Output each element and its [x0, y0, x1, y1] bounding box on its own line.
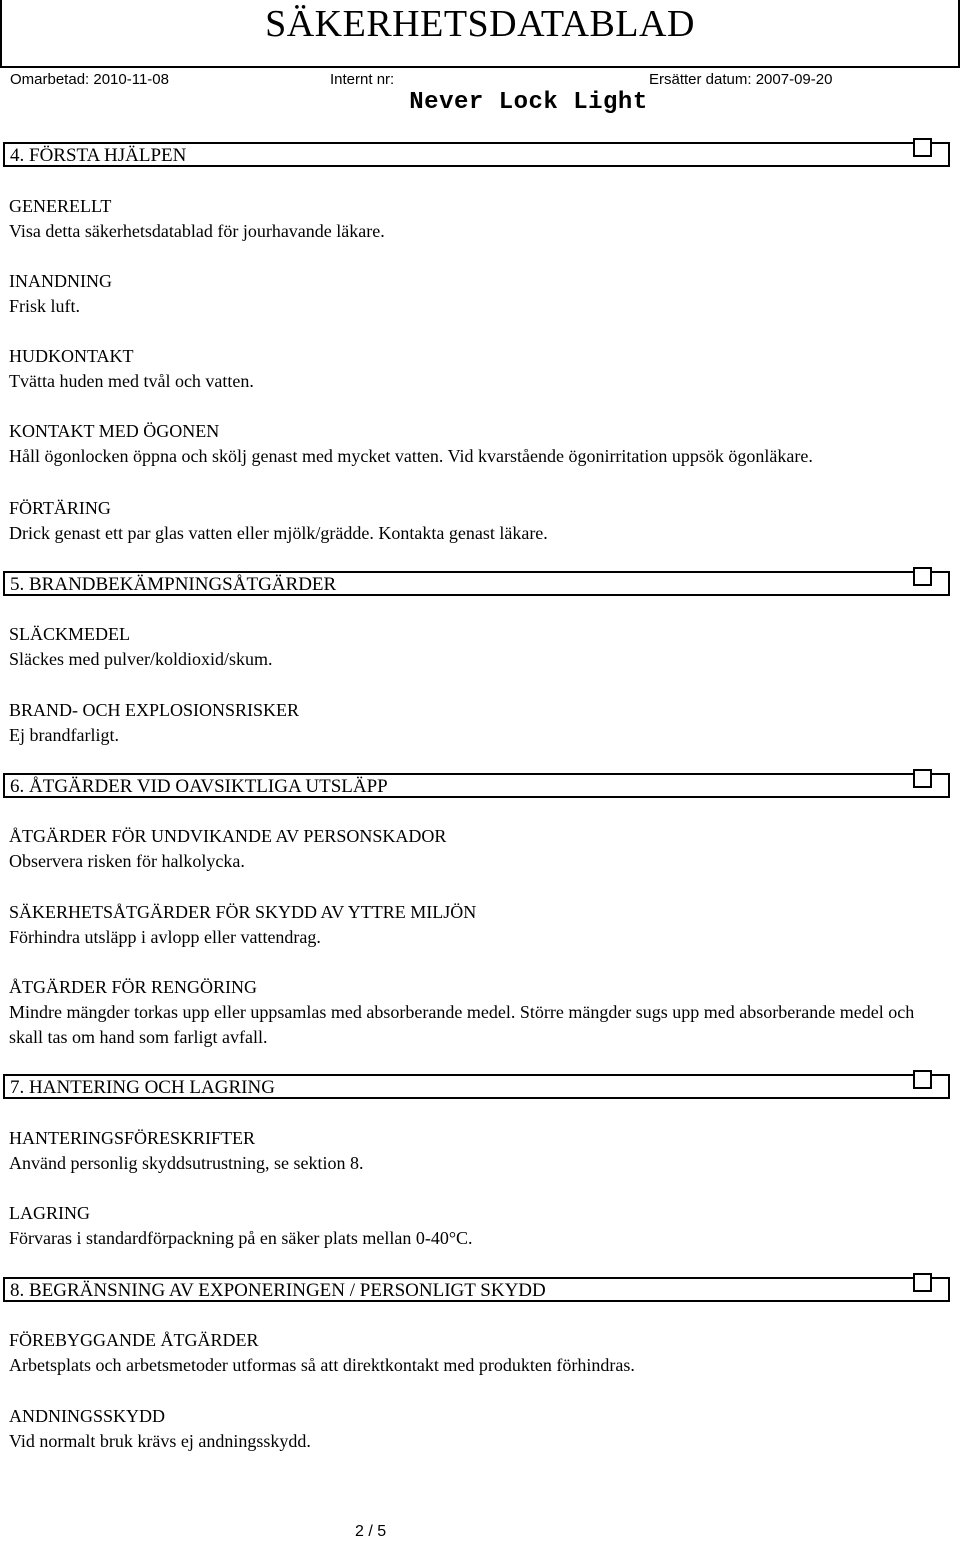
block-text: Förhindra utsläpp i avlopp eller vattendrag.	[9, 927, 321, 947]
internal-number: Internt nr:	[330, 71, 395, 88]
block-heading: ÅTGÄRDER FÖR UNDVIKANDE AV PERSONSKADOR	[9, 826, 447, 846]
page-number: 2 / 5	[355, 1523, 387, 1540]
info-block	[9, 622, 949, 672]
replaces-date: Ersätter datum: 2007-09-20	[649, 71, 833, 88]
checkbox-icon	[913, 769, 932, 788]
block-heading: BRAND- OCH EXPLOSIONSRISKER	[9, 700, 300, 720]
block-text: Tvätta huden med tvål och vatten.	[9, 371, 254, 391]
section-8-header	[3, 1277, 950, 1302]
section-title: 5. BRANDBEKÄMPNINGSÅTGÄRDER	[10, 574, 337, 595]
block-text: Visa detta säkerhetsdatablad för jourhavande läkare.	[9, 221, 385, 241]
checkbox-icon	[913, 1070, 932, 1089]
checkbox-icon	[913, 138, 932, 157]
section-title: 6. ÅTGÄRDER VID OAVSIKTLIGA UTSLÄPP	[10, 776, 388, 797]
block-heading: ANDNINGSSKYDD	[9, 1406, 166, 1426]
section-7-header	[3, 1074, 950, 1099]
info-block	[9, 269, 949, 319]
block-text: Observera risken för halkolycka.	[9, 851, 245, 871]
info-block	[9, 900, 949, 950]
block-text: Frisk luft.	[9, 296, 81, 316]
document-title: SÄKERHETSDATABLAD	[265, 3, 695, 45]
section-4-header	[3, 142, 950, 167]
block-heading: SLÄCKMEDEL	[9, 624, 130, 644]
info-block	[9, 194, 949, 244]
block-heading: FÖRTÄRING	[9, 498, 111, 518]
block-heading: HANTERINGSFÖRESKRIFTER	[9, 1128, 256, 1148]
section-title: 4. FÖRSTA HJÄLPEN	[10, 145, 187, 166]
block-text: Släckes med pulver/koldioxid/skum.	[9, 649, 273, 669]
info-block	[9, 496, 949, 546]
block-heading: LAGRING	[9, 1203, 90, 1223]
section-5-header	[3, 571, 950, 596]
block-heading: ÅTGÄRDER FÖR RENGÖRING	[9, 977, 258, 997]
info-block	[9, 1201, 949, 1251]
block-heading: GENERELLT	[9, 196, 112, 216]
block-text: Arbetsplats och arbetsmetoder utformas så att direktkontakt med produkten förhindras.	[9, 1355, 635, 1375]
info-block	[9, 419, 949, 469]
block-text: Håll ögonlocken öppna och skölj genast med mycket vatten. Vid kvarstående ögonirritation uppsök ögonläkare.	[9, 446, 813, 466]
info-block	[9, 975, 949, 1050]
block-heading: HUDKONTAKT	[9, 346, 134, 366]
section-6-header	[3, 773, 950, 798]
checkbox-icon	[913, 1273, 932, 1292]
block-text: Förvaras i standardförpackning på en säker plats mellan 0-40°C.	[9, 1228, 473, 1248]
block-text: Använd personlig skyddsutrustning, se sektion 8.	[9, 1153, 364, 1173]
info-block	[9, 824, 949, 874]
block-heading: FÖREBYGGANDE ÅTGÄRDER	[9, 1330, 259, 1350]
info-block	[9, 1404, 949, 1454]
info-block	[9, 1328, 949, 1378]
block-text: Vid normalt bruk krävs ej andningsskydd.	[9, 1431, 311, 1451]
info-block	[9, 698, 949, 748]
info-block	[9, 344, 949, 394]
block-heading: SÄKERHETSÅTGÄRDER FÖR SKYDD AV YTTRE MILJÖN	[9, 902, 477, 922]
block-heading: KONTAKT MED ÖGONEN	[9, 421, 220, 441]
product-name: Never Lock Light	[409, 89, 648, 116]
revised-date: Omarbetad: 2010-11-08	[10, 71, 169, 88]
block-text: Drick genast ett par glas vatten eller mjölk/grädde. Kontakta genast läkare.	[9, 523, 548, 543]
info-block	[9, 1126, 949, 1176]
section-title: 7. HANTERING OCH LAGRING	[10, 1077, 275, 1098]
block-text: Ej brandfarligt.	[9, 725, 119, 745]
block-text: Mindre mängder torkas upp eller uppsamlas med absorberande medel. Större mängder sugs upp med absorberande medel och skall tas om hand som farligt avfall.	[9, 1002, 915, 1047]
block-heading: INANDNING	[9, 271, 112, 291]
checkbox-icon	[913, 567, 932, 586]
section-title: 8. BEGRÄNSNING AV EXPONERINGEN / PERSONLIGT SKYDD	[10, 1280, 546, 1301]
